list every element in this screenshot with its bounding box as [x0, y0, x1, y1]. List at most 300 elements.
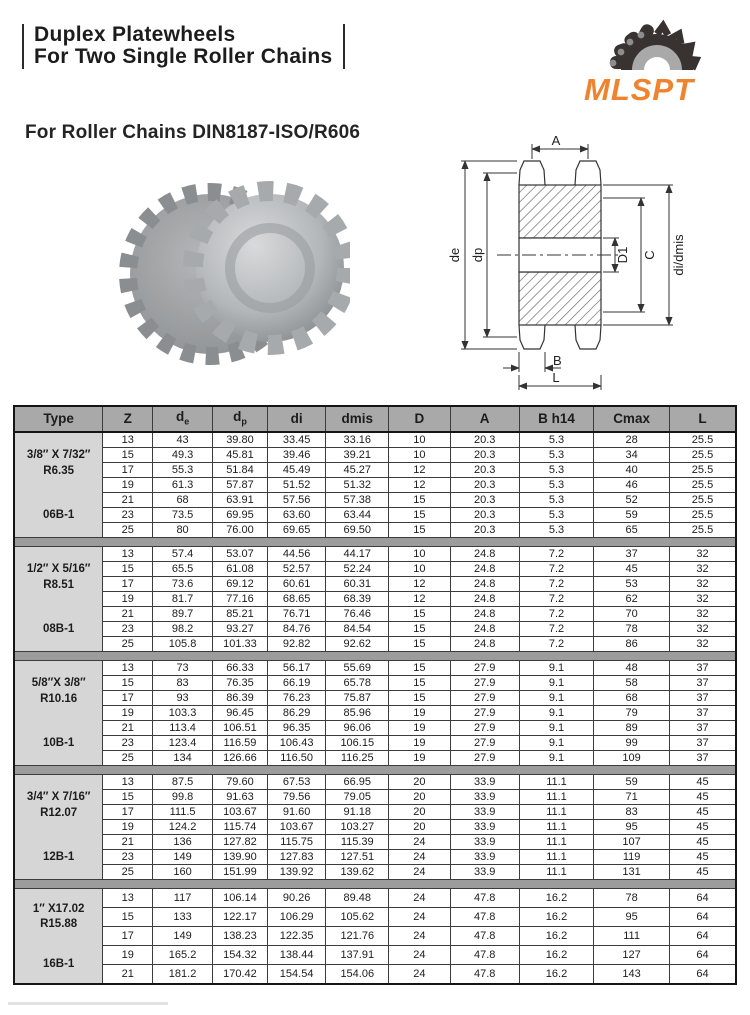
data-cell: 111 — [594, 927, 670, 946]
data-cell: 84.76 — [267, 622, 325, 637]
table-row — [14, 676, 736, 691]
data-cell: 48 — [594, 661, 670, 676]
data-cell: 143 — [594, 965, 670, 985]
data-cell: 61.3 — [153, 478, 213, 493]
data-cell: 55.69 — [326, 661, 389, 676]
data-cell: 79.56 — [267, 790, 325, 805]
data-cell: 45 — [669, 835, 736, 850]
data-cell: 117 — [153, 889, 213, 908]
data-cell: 25 — [103, 523, 153, 538]
data-cell: 86.39 — [213, 691, 268, 706]
data-cell: 15 — [389, 508, 450, 523]
data-cell: 115.74 — [213, 820, 268, 835]
data-cell: 5.3 — [519, 493, 593, 508]
data-cell: 13 — [103, 661, 153, 676]
data-cell: 32 — [669, 562, 736, 577]
data-cell: 73.6 — [153, 577, 213, 592]
data-cell: 83 — [594, 805, 670, 820]
data-cell: 20 — [389, 775, 450, 790]
data-cell: 92.62 — [326, 637, 389, 652]
data-cell: 60.31 — [326, 577, 389, 592]
data-cell: 103.27 — [326, 820, 389, 835]
data-cell: 89 — [594, 721, 670, 736]
data-cell: 45 — [669, 775, 736, 790]
data-cell: 103.67 — [213, 805, 268, 820]
data-cell: 131 — [594, 865, 670, 880]
data-cell: 121.76 — [326, 927, 389, 946]
data-cell: 20 — [389, 820, 450, 835]
data-cell: 37 — [669, 721, 736, 736]
data-cell: 49.3 — [153, 448, 213, 463]
data-cell: 53.07 — [213, 547, 268, 562]
data-cell: 62 — [594, 592, 670, 607]
table-row — [14, 661, 736, 676]
data-cell: 20.3 — [450, 448, 519, 463]
data-cell: 43 — [153, 432, 213, 448]
data-cell: 37 — [669, 676, 736, 691]
dimension-diagram — [423, 130, 745, 400]
data-cell: 105.8 — [153, 637, 213, 652]
data-cell: 45 — [669, 790, 736, 805]
data-cell: 25.5 — [669, 463, 736, 478]
data-cell: 33.9 — [450, 805, 519, 820]
label-c: C — [642, 250, 657, 260]
data-cell: 19 — [389, 706, 450, 721]
data-cell: 107 — [594, 835, 670, 850]
data-cell: 25 — [103, 637, 153, 652]
data-cell: 7.2 — [519, 607, 593, 622]
data-cell: 44.56 — [267, 547, 325, 562]
data-cell: 58 — [594, 676, 670, 691]
table-row — [14, 790, 736, 805]
data-cell: 15 — [103, 448, 153, 463]
data-cell: 45 — [669, 850, 736, 865]
data-cell: 9.1 — [519, 661, 593, 676]
data-cell: 139.92 — [267, 865, 325, 880]
data-cell: 63.91 — [213, 493, 268, 508]
company-logo — [566, 12, 726, 108]
data-cell: 32 — [669, 607, 736, 622]
data-cell: 64 — [669, 908, 736, 927]
data-cell: 66.95 — [326, 775, 389, 790]
logo-sprocket-icon — [610, 22, 696, 70]
data-cell: 106.29 — [267, 908, 325, 927]
data-cell: 76.23 — [267, 691, 325, 706]
data-cell: 64 — [669, 889, 736, 908]
column-header-type: Type — [14, 406, 103, 432]
data-cell: 75.87 — [326, 691, 389, 706]
data-cell: 64 — [669, 927, 736, 946]
data-cell: 101.33 — [213, 637, 268, 652]
data-cell: 10 — [389, 432, 450, 448]
title-rule-right — [343, 24, 345, 69]
table-row — [14, 736, 736, 751]
data-cell: 77.16 — [213, 592, 268, 607]
data-cell: 5.3 — [519, 478, 593, 493]
table-body — [14, 432, 736, 984]
data-cell: 33.9 — [450, 820, 519, 835]
data-cell: 37 — [669, 661, 736, 676]
table-row — [14, 448, 736, 463]
data-cell: 37 — [669, 706, 736, 721]
table-row — [14, 637, 736, 652]
data-cell: 24.8 — [450, 622, 519, 637]
data-cell: 45 — [669, 820, 736, 835]
data-cell: 37 — [669, 691, 736, 706]
type-size: 3/8″ X 7/32″ R6.35 — [26, 449, 91, 477]
group-separator — [14, 880, 736, 889]
data-cell: 93 — [153, 691, 213, 706]
data-cell: 19 — [103, 478, 153, 493]
data-cell: 24 — [389, 889, 450, 908]
data-cell: 44.17 — [326, 547, 389, 562]
data-cell: 15 — [389, 523, 450, 538]
column-header-z: Z — [103, 406, 153, 432]
data-cell: 119 — [594, 850, 670, 865]
data-cell: 59 — [594, 508, 670, 523]
table-row — [14, 820, 736, 835]
data-cell: 111.5 — [153, 805, 213, 820]
data-cell: 154.32 — [213, 946, 268, 965]
data-cell: 53 — [594, 577, 670, 592]
data-cell: 7.2 — [519, 547, 593, 562]
type-code: 08B-1 — [42, 623, 75, 636]
column-header-de: $d_e$ — [153, 406, 213, 432]
column-header-di: di — [267, 406, 325, 432]
data-cell: 45.81 — [213, 448, 268, 463]
data-cell: 25.5 — [669, 432, 736, 448]
column-header-cmax: Cmax — [594, 406, 670, 432]
data-cell: 21 — [103, 835, 153, 850]
data-cell: 16.2 — [519, 927, 593, 946]
table-row — [14, 850, 736, 865]
data-cell: 133 — [153, 908, 213, 927]
table-row — [14, 946, 736, 965]
table-row — [14, 706, 736, 721]
data-cell: 12 — [389, 577, 450, 592]
logo-text: MLSPT — [584, 72, 695, 107]
data-cell: 165.2 — [153, 946, 213, 965]
data-cell: 149 — [153, 927, 213, 946]
data-cell: 137.91 — [326, 946, 389, 965]
data-cell: 24.8 — [450, 592, 519, 607]
label-de: de — [447, 247, 462, 263]
data-cell: 149 — [153, 850, 213, 865]
data-cell: 9.1 — [519, 691, 593, 706]
data-cell: 24.8 — [450, 547, 519, 562]
data-cell: 127.82 — [213, 835, 268, 850]
data-cell: 25 — [103, 865, 153, 880]
data-cell: 106.43 — [267, 736, 325, 751]
table-row — [14, 432, 736, 448]
data-cell: 45.49 — [267, 463, 325, 478]
data-cell: 27.9 — [450, 661, 519, 676]
data-cell: 15 — [103, 562, 153, 577]
data-cell: 81.7 — [153, 592, 213, 607]
data-cell: 15 — [389, 493, 450, 508]
data-cell: 89.48 — [326, 889, 389, 908]
group-separator — [14, 652, 736, 661]
data-cell: 15 — [389, 691, 450, 706]
label-b: B — [553, 353, 562, 368]
data-cell: 7.2 — [519, 592, 593, 607]
data-cell: 116.50 — [267, 751, 325, 766]
data-cell: 52 — [594, 493, 670, 508]
data-cell: 16.2 — [519, 965, 593, 985]
type-cell — [14, 775, 103, 880]
data-cell: 33.9 — [450, 850, 519, 865]
data-cell: 34 — [594, 448, 670, 463]
data-cell: 11.1 — [519, 790, 593, 805]
type-size: 3/4″ X 7/16″ R12.07 — [26, 791, 91, 819]
data-cell: 96.45 — [213, 706, 268, 721]
data-cell: 19 — [389, 721, 450, 736]
type-cell — [14, 889, 103, 985]
data-cell: 106.14 — [213, 889, 268, 908]
data-cell: 85.21 — [213, 607, 268, 622]
data-cell: 65.5 — [153, 562, 213, 577]
data-cell: 20.3 — [450, 493, 519, 508]
table-row — [14, 478, 736, 493]
data-cell: 68.65 — [267, 592, 325, 607]
data-cell: 21 — [103, 607, 153, 622]
data-cell: 15 — [103, 790, 153, 805]
data-cell: 96.06 — [326, 721, 389, 736]
data-cell: 61.08 — [213, 562, 268, 577]
data-cell: 19 — [103, 706, 153, 721]
table-row — [14, 562, 736, 577]
data-cell: 24.8 — [450, 607, 519, 622]
data-cell: 5.3 — [519, 523, 593, 538]
data-cell: 127.83 — [267, 850, 325, 865]
data-cell: 25 — [103, 751, 153, 766]
data-cell: 122.35 — [267, 927, 325, 946]
data-cell: 24 — [389, 946, 450, 965]
table-row — [14, 592, 736, 607]
data-cell: 73 — [153, 661, 213, 676]
data-cell: 99.8 — [153, 790, 213, 805]
data-cell: 24 — [389, 927, 450, 946]
data-cell: 98.2 — [153, 622, 213, 637]
data-cell: 12 — [389, 592, 450, 607]
type-code: 12B-1 — [42, 851, 75, 864]
data-cell: 139.90 — [213, 850, 268, 865]
data-cell: 25.5 — [669, 478, 736, 493]
data-cell: 68 — [153, 493, 213, 508]
data-cell: 63.60 — [267, 508, 325, 523]
table-row — [14, 865, 736, 880]
data-cell: 15 — [389, 676, 450, 691]
table-row — [14, 908, 736, 927]
data-cell: 27.9 — [450, 676, 519, 691]
data-cell: 45 — [669, 865, 736, 880]
data-cell: 91.18 — [326, 805, 389, 820]
data-cell: 37 — [669, 736, 736, 751]
data-cell: 9.1 — [519, 676, 593, 691]
data-cell: 47.8 — [450, 889, 519, 908]
data-cell: 87.5 — [153, 775, 213, 790]
data-cell: 69.50 — [326, 523, 389, 538]
data-cell: 21 — [103, 965, 153, 985]
data-cell: 52.24 — [326, 562, 389, 577]
data-cell: 24 — [389, 865, 450, 880]
data-cell: 20.3 — [450, 463, 519, 478]
type-cell — [14, 432, 103, 538]
data-cell: 10 — [389, 562, 450, 577]
table-row — [14, 493, 736, 508]
column-header-d: D — [389, 406, 450, 432]
data-cell: 56.17 — [267, 661, 325, 676]
data-cell: 17 — [103, 577, 153, 592]
data-cell: 124.2 — [153, 820, 213, 835]
data-cell: 51.32 — [326, 478, 389, 493]
data-cell: 91.60 — [267, 805, 325, 820]
data-cell: 10 — [389, 547, 450, 562]
data-cell: 15 — [103, 676, 153, 691]
data-cell: 127 — [594, 946, 670, 965]
table-row — [14, 523, 736, 538]
data-cell: 85.96 — [326, 706, 389, 721]
type-size: 5/8″X 3/8″ R10.16 — [31, 677, 86, 705]
data-cell: 68.39 — [326, 592, 389, 607]
table-row — [14, 607, 736, 622]
data-cell: 10 — [389, 448, 450, 463]
data-cell: 93.27 — [213, 622, 268, 637]
spec-table — [13, 405, 737, 985]
data-cell: 64 — [669, 946, 736, 965]
data-cell: 27.9 — [450, 706, 519, 721]
data-cell: 27.9 — [450, 721, 519, 736]
data-cell: 19 — [103, 820, 153, 835]
table-row — [14, 965, 736, 985]
data-cell: 12 — [389, 478, 450, 493]
data-cell: 39.46 — [267, 448, 325, 463]
data-cell: 33.9 — [450, 790, 519, 805]
data-cell: 76.46 — [326, 607, 389, 622]
data-cell: 86.29 — [267, 706, 325, 721]
data-cell: 17 — [103, 691, 153, 706]
data-cell: 51.84 — [213, 463, 268, 478]
table-row — [14, 835, 736, 850]
label-a: A — [551, 133, 561, 148]
data-cell: 160 — [153, 865, 213, 880]
data-cell: 138.44 — [267, 946, 325, 965]
data-cell: 23 — [103, 508, 153, 523]
group-separator — [14, 538, 736, 547]
data-cell: 15 — [103, 908, 153, 927]
data-cell: 73.5 — [153, 508, 213, 523]
data-cell: 25.5 — [669, 493, 736, 508]
data-cell: 27.9 — [450, 751, 519, 766]
data-cell: 19 — [389, 751, 450, 766]
type-size: 1/2″ X 5/16″ R8.51 — [26, 563, 91, 591]
data-cell: 63.44 — [326, 508, 389, 523]
data-cell: 16.2 — [519, 889, 593, 908]
data-cell: 90.26 — [267, 889, 325, 908]
data-cell: 57.56 — [267, 493, 325, 508]
data-cell: 91.63 — [213, 790, 268, 805]
table-row — [14, 622, 736, 637]
column-header-a: A — [450, 406, 519, 432]
title-line1: Duplex Platewheels — [34, 23, 236, 46]
data-cell: 17 — [103, 927, 153, 946]
data-cell: 32 — [669, 577, 736, 592]
data-cell: 51.52 — [267, 478, 325, 493]
group-separator — [14, 766, 736, 775]
column-header-dmis: dmis — [326, 406, 389, 432]
table-header-row — [14, 406, 736, 432]
data-cell: 20 — [389, 790, 450, 805]
data-cell: 115.39 — [326, 835, 389, 850]
data-cell: 151.99 — [213, 865, 268, 880]
data-cell: 20.3 — [450, 478, 519, 493]
data-cell: 13 — [103, 889, 153, 908]
table-row — [14, 508, 736, 523]
label-d1: D1 — [615, 246, 630, 264]
data-cell: 116.25 — [326, 751, 389, 766]
data-cell: 55.3 — [153, 463, 213, 478]
data-cell: 89.7 — [153, 607, 213, 622]
data-cell: 181.2 — [153, 965, 213, 985]
data-cell: 65 — [594, 523, 670, 538]
data-cell: 27.9 — [450, 736, 519, 751]
data-cell: 96.35 — [267, 721, 325, 736]
data-cell: 5.3 — [519, 463, 593, 478]
data-cell: 21 — [103, 493, 153, 508]
data-cell: 66.19 — [267, 676, 325, 691]
data-cell: 24.8 — [450, 577, 519, 592]
data-cell: 86 — [594, 637, 670, 652]
table-row — [14, 927, 736, 946]
data-cell: 33.9 — [450, 835, 519, 850]
data-cell: 76.71 — [267, 607, 325, 622]
data-cell: 103.3 — [153, 706, 213, 721]
data-cell: 24.8 — [450, 562, 519, 577]
data-cell: 12 — [389, 463, 450, 478]
table-row — [14, 691, 736, 706]
data-cell: 21 — [103, 721, 153, 736]
data-cell: 39.80 — [213, 432, 268, 448]
data-cell: 32 — [669, 637, 736, 652]
data-cell: 52.57 — [267, 562, 325, 577]
data-cell: 13 — [103, 547, 153, 562]
data-cell: 154.54 — [267, 965, 325, 985]
data-cell: 79.60 — [213, 775, 268, 790]
data-cell: 80 — [153, 523, 213, 538]
data-cell: 154.06 — [326, 965, 389, 985]
data-cell: 16.2 — [519, 946, 593, 965]
data-cell: 68 — [594, 691, 670, 706]
data-cell: 106.15 — [326, 736, 389, 751]
data-cell: 9.1 — [519, 751, 593, 766]
data-cell: 99 — [594, 736, 670, 751]
data-cell: 69.95 — [213, 508, 268, 523]
table-row — [14, 751, 736, 766]
data-cell: 170.42 — [213, 965, 268, 985]
data-cell: 15 — [389, 607, 450, 622]
data-cell: 57.4 — [153, 547, 213, 562]
data-cell: 28 — [594, 432, 670, 448]
type-code: 10B-1 — [42, 737, 75, 750]
data-cell: 92.82 — [267, 637, 325, 652]
page-title — [22, 24, 345, 69]
data-cell: 47.8 — [450, 965, 519, 985]
data-cell: 70 — [594, 607, 670, 622]
data-cell: 106.51 — [213, 721, 268, 736]
table-row — [14, 721, 736, 736]
data-cell: 7.2 — [519, 577, 593, 592]
table-row — [14, 547, 736, 562]
